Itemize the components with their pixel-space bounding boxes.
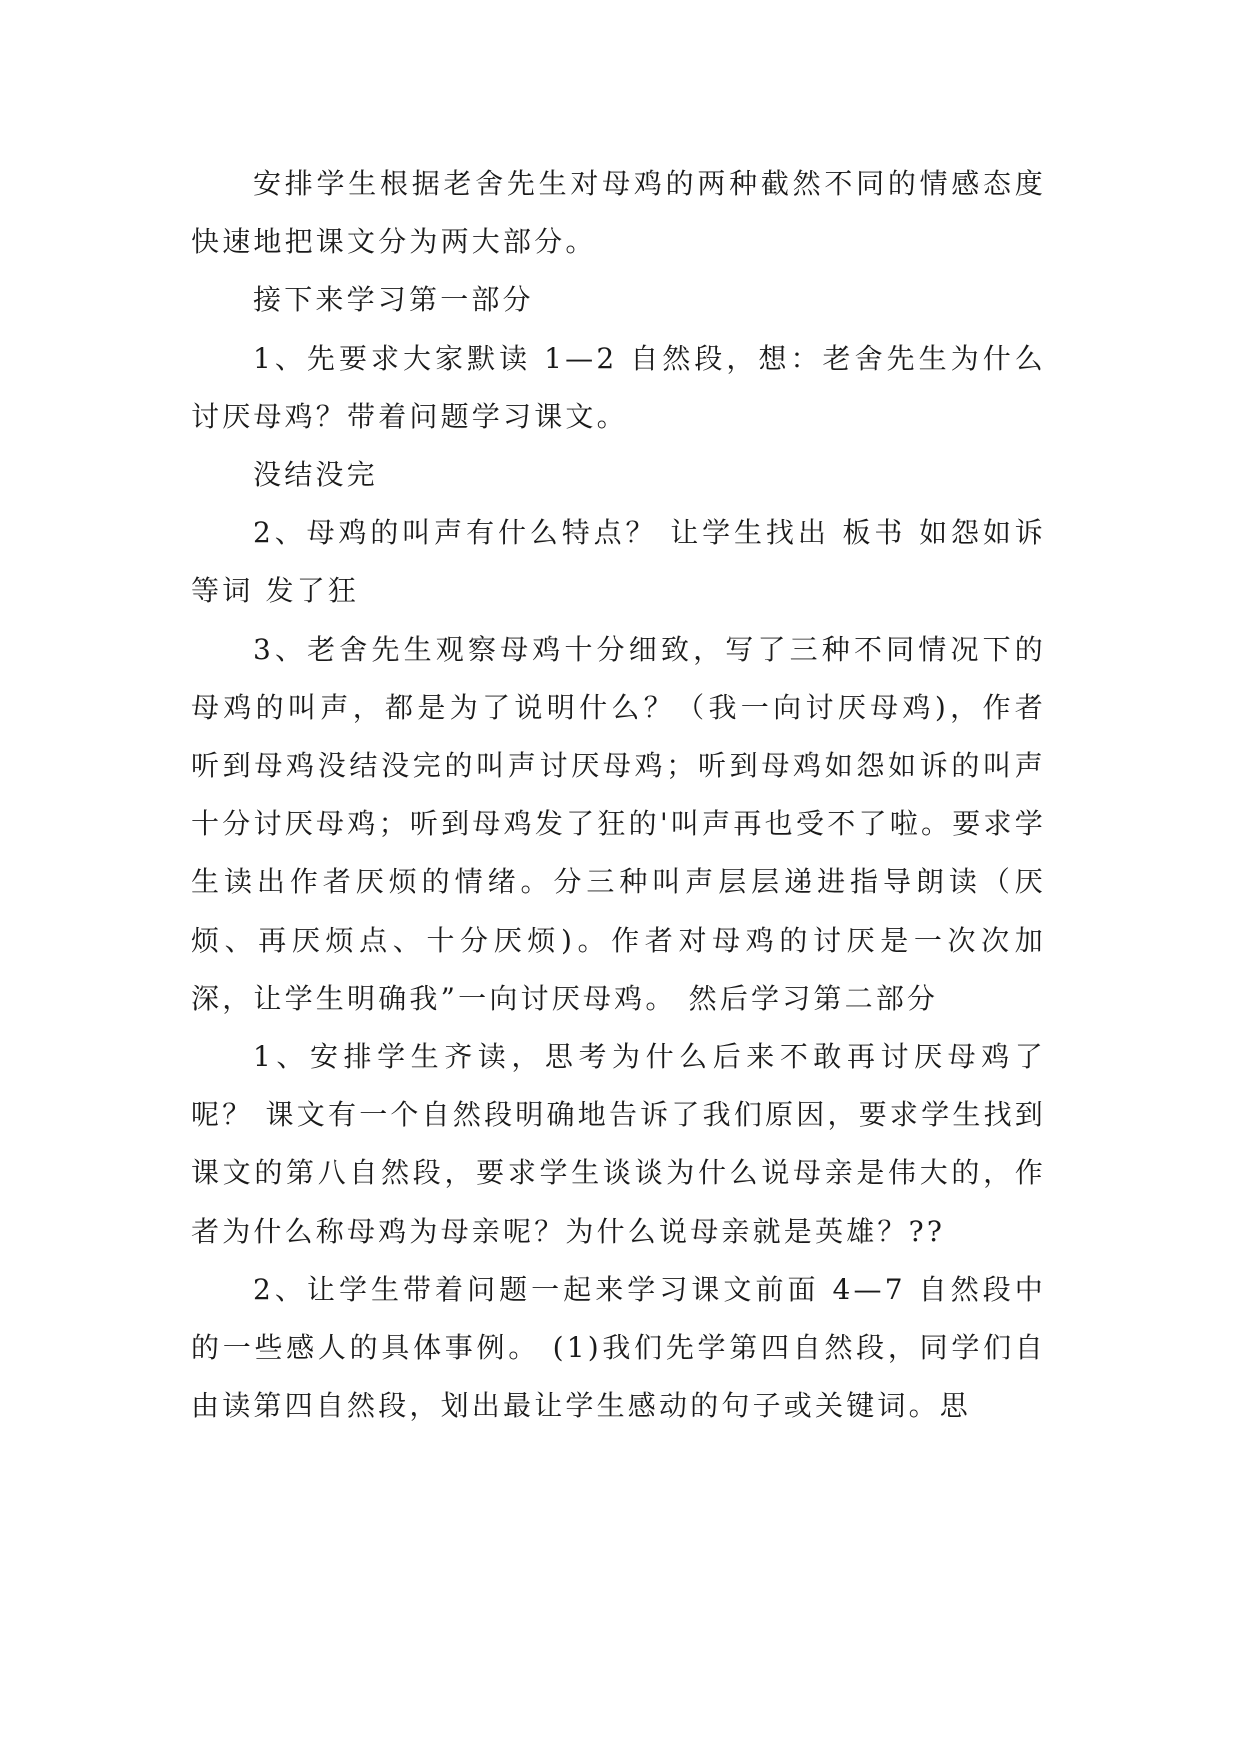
paragraph: 1、安排学生齐读，思考为什么后来不敢再讨厌母鸡了呢？ 课文有一个自然段明确地告诉了我们原因，要求学生找到课文的第八自然段，要求学生谈谈为什么说母亲是伟大的，作者为什么称母鸡为母亲呢？为什么说母亲就是英雄？?? (191, 1040, 1046, 1248)
paragraph: 安排学生根据老舍先生对母鸡的两种截然不同的情感态度快速地把课文分为两大部分。 (191, 167, 1046, 259)
paragraph: 没结没完 (253, 458, 378, 492)
paragraph: 接下来学习第一部分 (253, 283, 534, 317)
document-body (191, 155, 1046, 1435)
paragraph: 1、先要求大家默读 1—2 自然段，想：老舍先生为什么讨厌母鸡？带着问题学习课文。 (191, 341, 1046, 433)
paragraph: 2、让学生带着问题一起来学习课文前面 4—7 自然段中的一些感人的具体事例。 (1)我们先学第四自然段，同学们自由读第四自然段，划出最让学生感动的句子或关键词。思 (191, 1272, 1046, 1423)
paragraph: 3、老舍先生观察母鸡十分细致，写了三种不同情况下的母鸡的叫声，都是为了说明什么？（我一向讨厌母鸡)，作者听到母鸡没结没完的叫声讨厌母鸡；听到母鸡如怨如诉的叫声十分讨厌母鸡；听到母鸡发了狂的'叫声再也受不了啦。要求学生读出作者厌烦的情绪。分三种叫声层层递进指导朗读（厌烦、再厌烦点、十分厌烦)。作者对母鸡的讨厌是一次次加深，让学生明确我”一向讨厌母鸡。 然后学习第二部分 (191, 632, 1046, 1015)
paragraph: 2、母鸡的叫声有什么特点？ 让学生找出 板书 如怨如诉等词 发了狂 (191, 516, 1046, 608)
